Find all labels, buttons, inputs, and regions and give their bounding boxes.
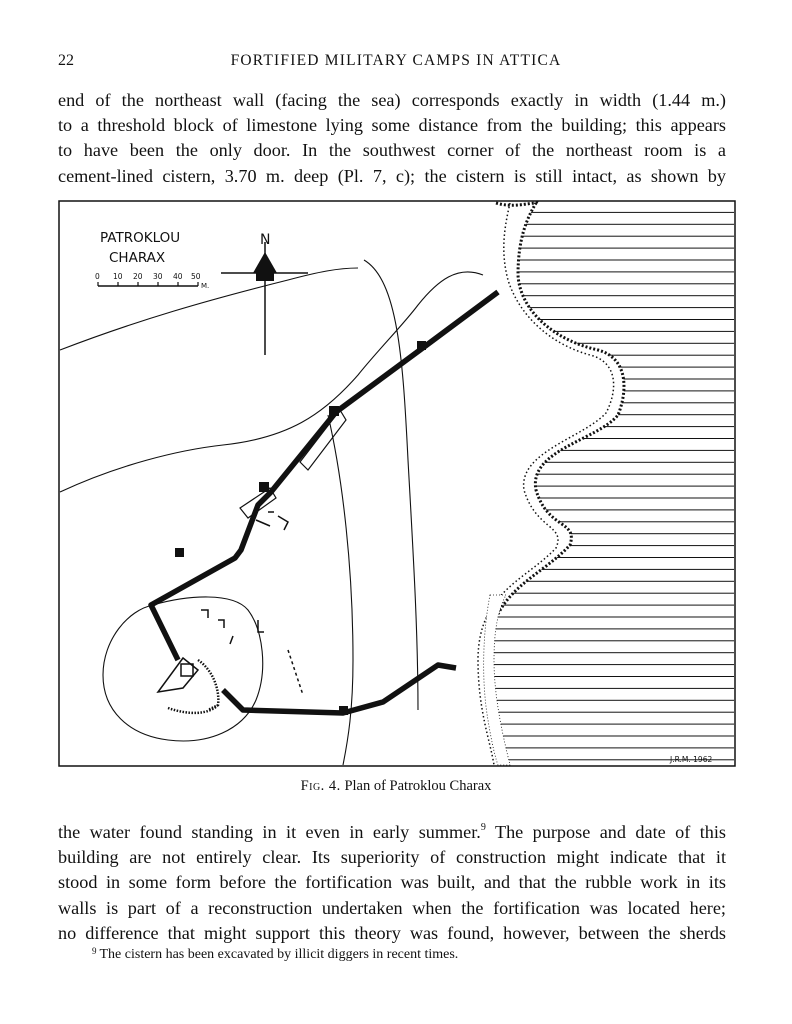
acropolis-outline bbox=[103, 597, 263, 741]
site-plan-figure bbox=[58, 200, 736, 767]
scale-tick-label: 50 bbox=[191, 272, 201, 281]
text-segment: The purpose and date of this bbox=[485, 822, 727, 842]
footnote-marker: 9 bbox=[92, 946, 97, 956]
running-title: FORTIFIED MILITARY CAMPS IN ATTICA bbox=[230, 52, 562, 69]
terrain-contour-inner bbox=[60, 272, 483, 492]
fortification-wall bbox=[151, 292, 498, 660]
central-building bbox=[158, 658, 198, 692]
fortification-wall-south bbox=[223, 665, 456, 713]
scale-tick-label: 10 bbox=[113, 272, 123, 281]
tower bbox=[259, 482, 269, 492]
body-paragraph-bottom bbox=[58, 815, 726, 946]
site-plan-map bbox=[58, 200, 736, 767]
tower bbox=[339, 706, 348, 715]
scale-tick-label: 20 bbox=[133, 272, 143, 281]
scale-tick-label: 30 bbox=[153, 272, 163, 281]
terrain-contour-outer bbox=[60, 268, 358, 350]
scale-tick-label: 40 bbox=[173, 272, 183, 281]
north-arrow-icon bbox=[221, 242, 308, 355]
body-paragraph-top bbox=[58, 88, 726, 189]
foundation-traces bbox=[256, 512, 288, 530]
text-line: cement-lined cistern, 3.70 m. deep (Pl. 7, c); the cistern is still intact, as shown by bbox=[58, 165, 726, 186]
tower bbox=[417, 341, 426, 350]
foundation-traces bbox=[288, 650, 303, 695]
foundation-traces bbox=[201, 610, 264, 644]
terrain-contour-slope bbox=[364, 260, 418, 710]
text-line: stood in some form before the fortification was built, and that the rubble work in its bbox=[58, 872, 726, 893]
scale-unit: M. bbox=[201, 282, 210, 290]
scale-bar bbox=[98, 282, 198, 286]
central-building-room bbox=[181, 664, 193, 676]
text-line: to have been the only door. In the southwest corner of the northeast room is a bbox=[58, 140, 726, 161]
caption-label: Fig. 4. bbox=[300, 778, 341, 794]
text-line: end of the northeast wall (facing the sea) corresponds exactly in width (1.44 m.) bbox=[58, 90, 726, 110]
page-number: 22 bbox=[58, 52, 74, 69]
tower bbox=[329, 406, 339, 416]
drafter-signature: J.R.M. 1962 bbox=[670, 755, 713, 764]
north-label: N bbox=[260, 232, 271, 248]
page-header bbox=[0, 52, 792, 76]
footnote bbox=[92, 946, 458, 963]
site-title-line2: CHARAX bbox=[109, 250, 166, 266]
caption-text: Plan of Patroklou Charax bbox=[344, 778, 492, 794]
text-line: building are not entirely clear. Its superiority of construction might indicate that it bbox=[58, 847, 726, 868]
footnote-text: The cistern has been excavated by illicit diggers in recent times. bbox=[99, 947, 459, 962]
footnote-reference[interactable]: 9 bbox=[480, 822, 486, 833]
text-line: no difference that might support this theory was found, however, between the sherds bbox=[58, 922, 726, 943]
scale-tick-label: 0 bbox=[95, 272, 100, 281]
site-title-line1: PATROKLOU bbox=[100, 230, 181, 246]
text-line: walls is part of a reconstruction undertaken when the fortification was located here; bbox=[58, 897, 726, 918]
text-segment: the water found standing in it even in early summer. bbox=[58, 822, 481, 842]
sea-area bbox=[488, 203, 734, 765]
text-line: to a threshold block of limestone lying some distance from the building; this appears bbox=[58, 115, 726, 136]
figure-caption bbox=[0, 778, 792, 795]
text-line bbox=[58, 815, 726, 845]
tower bbox=[175, 548, 184, 557]
